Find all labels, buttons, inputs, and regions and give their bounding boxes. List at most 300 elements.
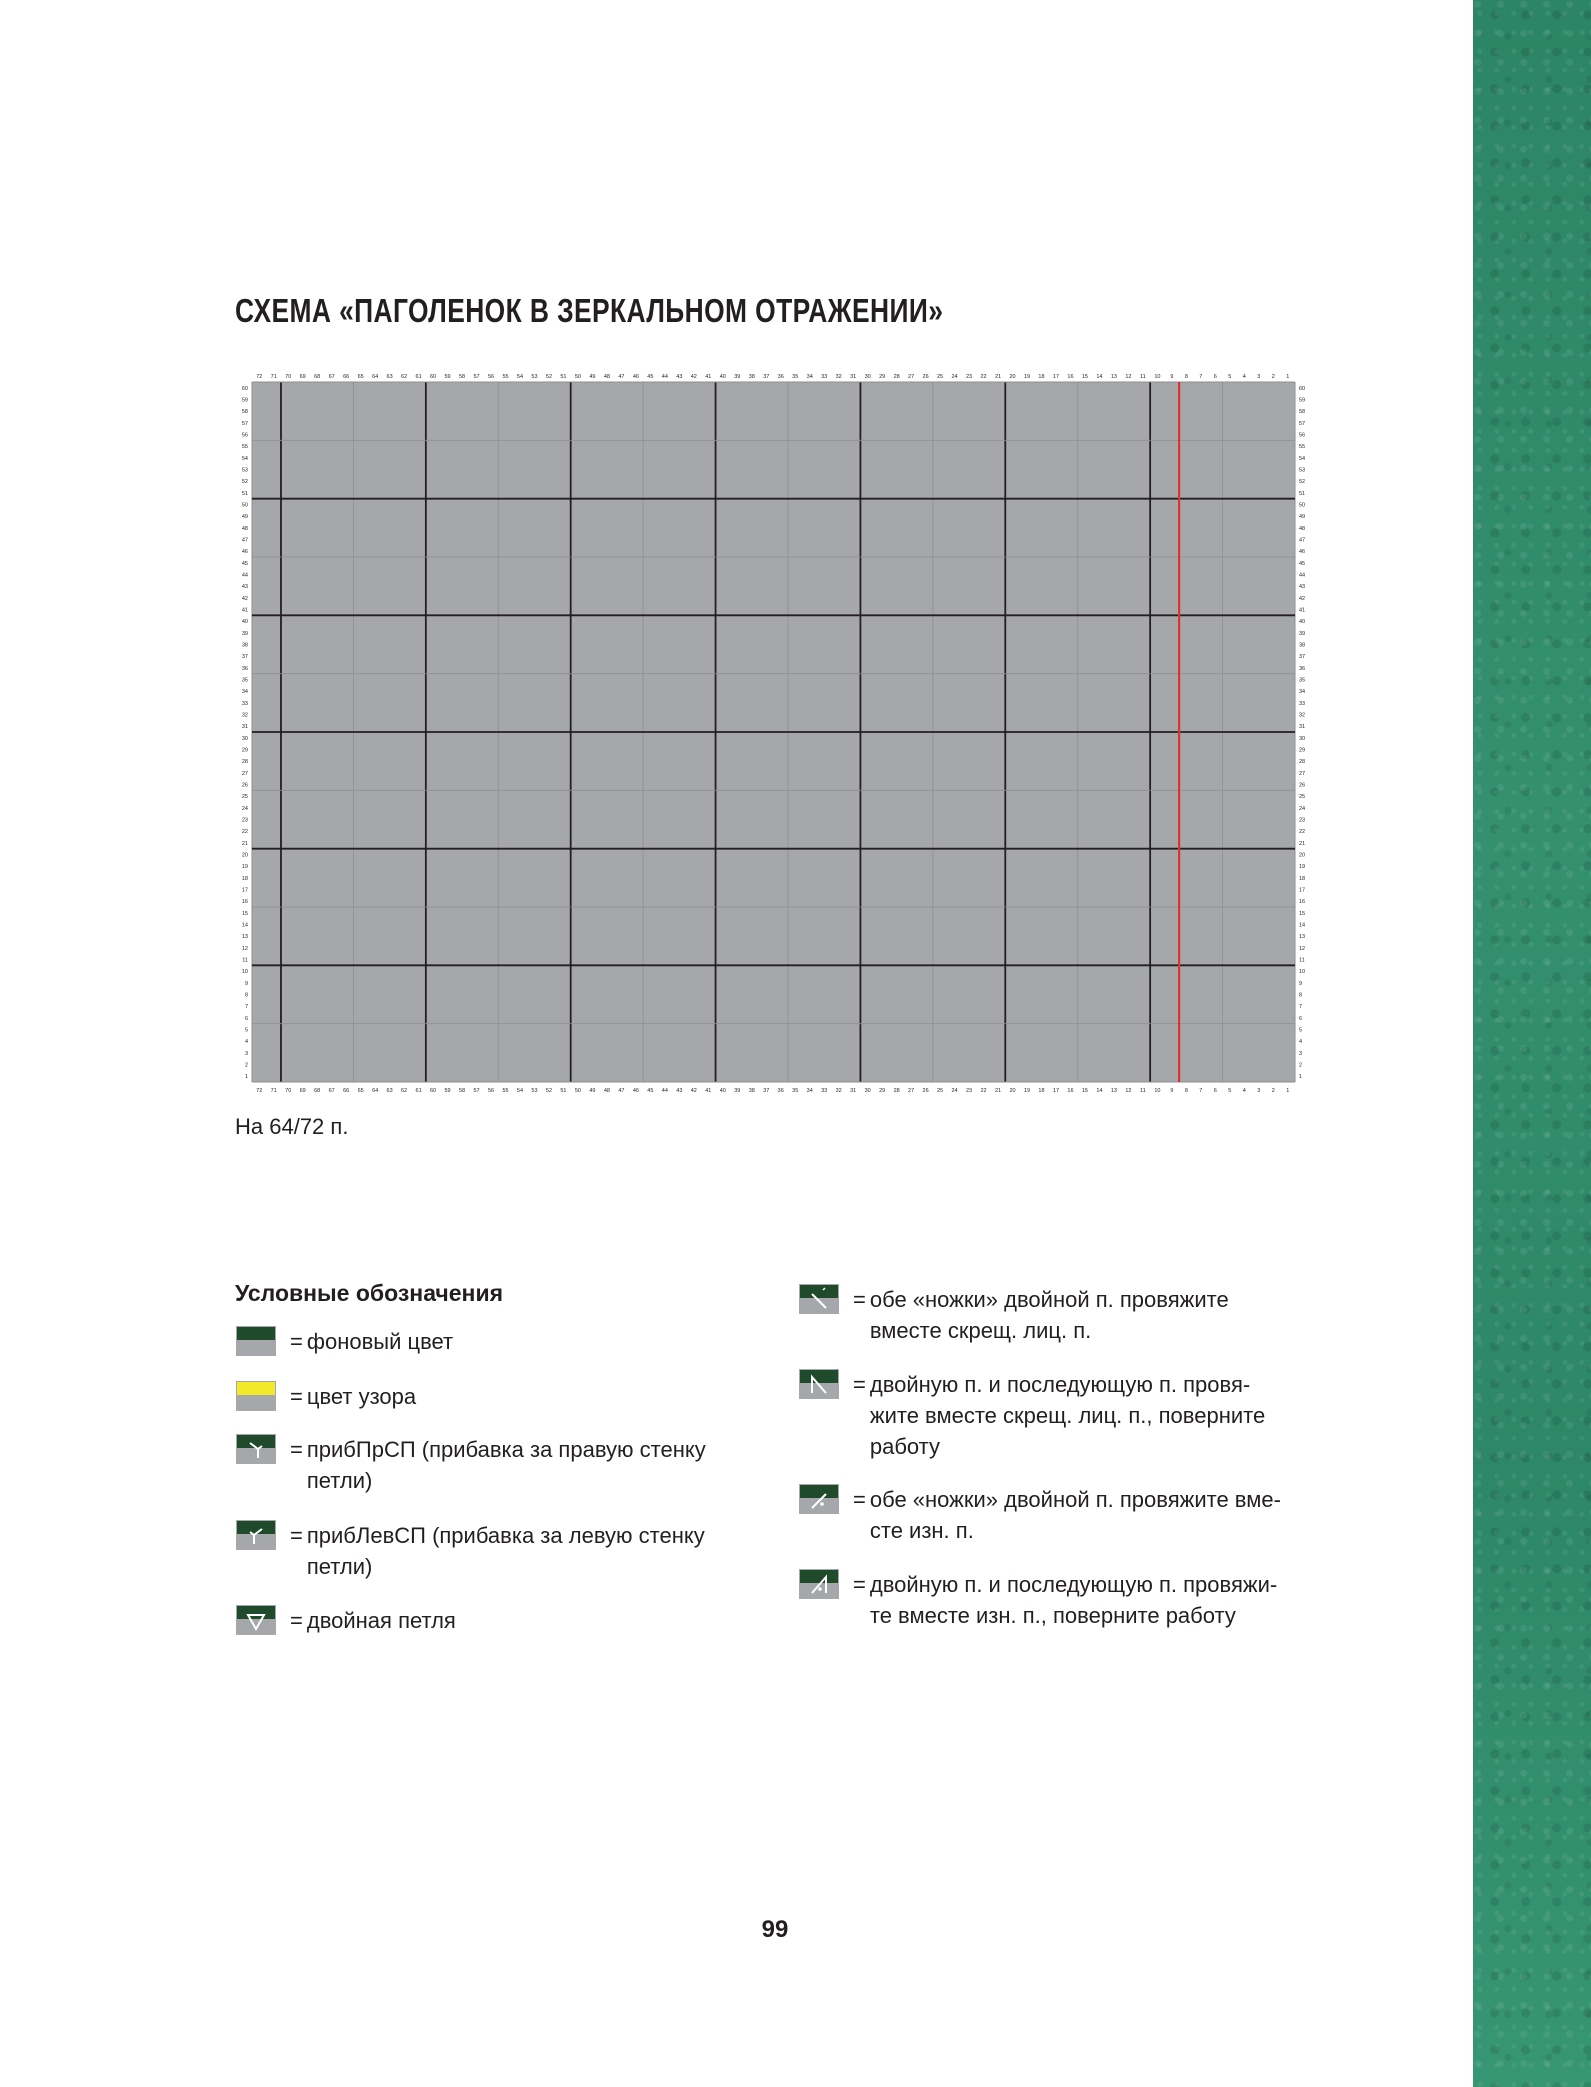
chart-row-number: 56 bbox=[1299, 432, 1306, 439]
chart-column-number: 66 bbox=[343, 1088, 350, 1094]
chart-row-number: 52 bbox=[1299, 479, 1306, 486]
chart-column-number: 57 bbox=[473, 1088, 480, 1094]
chart-column-number: 7 bbox=[1199, 1088, 1203, 1094]
chart-column-number: 14 bbox=[1096, 374, 1103, 380]
legend-item-right-increase bbox=[236, 1434, 706, 1496]
chart-column-number: 6 bbox=[1213, 374, 1217, 380]
chart-row-number: 44 bbox=[241, 572, 248, 579]
chart-row-number: 18 bbox=[241, 875, 248, 882]
legend-item-double-stitch bbox=[236, 1605, 456, 1636]
chart-row-number: 13 bbox=[241, 934, 248, 941]
chart-column-number: 20 bbox=[1009, 374, 1016, 380]
chart-column-number: 27 bbox=[908, 1088, 915, 1094]
chart-column-number: 10 bbox=[1154, 374, 1161, 380]
chart-column-number: 30 bbox=[864, 374, 871, 380]
decorative-side-band bbox=[1473, 0, 1591, 2087]
chart-column-number: 48 bbox=[603, 1088, 610, 1094]
chart-column-number: 61 bbox=[415, 1088, 422, 1094]
chart-column-number: 60 bbox=[430, 374, 437, 380]
chart-column-number: 32 bbox=[835, 374, 842, 380]
chart-row-number: 58 bbox=[1299, 409, 1306, 416]
chart-row-number: 49 bbox=[241, 514, 248, 521]
chart-column-number: 25 bbox=[937, 374, 944, 380]
chart-row-number: 48 bbox=[1299, 525, 1306, 532]
chart-column-number: 2 bbox=[1271, 374, 1275, 380]
chart-row-number: 12 bbox=[1299, 945, 1306, 952]
knitting-chart-grid bbox=[230, 368, 1317, 1096]
chart-row-number: 40 bbox=[1299, 619, 1306, 626]
chart-row-number: 11 bbox=[242, 957, 248, 964]
chart-row-number: 14 bbox=[241, 922, 248, 929]
chart-column-number: 56 bbox=[487, 1088, 495, 1094]
chart-row-number: 6 bbox=[244, 1015, 248, 1022]
legend-item-text: двойная петля bbox=[306, 1608, 456, 1633]
chart-row-number: 26 bbox=[241, 782, 248, 789]
chart-row-number: 8 bbox=[244, 992, 248, 999]
background-color-swatch-icon bbox=[236, 1326, 276, 1356]
chart-column-number: 59 bbox=[444, 374, 451, 380]
legend-item-double-legs-knit bbox=[799, 1284, 1229, 1346]
legend-item-double-next-knit-turn bbox=[799, 1369, 1265, 1462]
legend-item-text: двойную п. и последующую п. провя- жите вместе скрещ. лиц. п., поверните работу bbox=[869, 1372, 1266, 1459]
chart-row-number: 52 bbox=[241, 479, 248, 486]
chart-row-number: 56 bbox=[241, 432, 248, 439]
chart-column-number: 52 bbox=[545, 374, 553, 380]
chart-column-number: 67 bbox=[328, 1088, 335, 1094]
chart-column-number: 32 bbox=[835, 1088, 842, 1094]
chart-column-number: 51 bbox=[560, 374, 567, 380]
legend-item-text: цвет узора bbox=[306, 1384, 417, 1409]
chart-row-number: 21 bbox=[241, 840, 248, 847]
chart-row-number: 32 bbox=[1299, 712, 1306, 719]
chart-column-number: 38 bbox=[748, 1088, 755, 1094]
chart-row-number: 37 bbox=[1299, 654, 1306, 661]
chart-row-number: 57 bbox=[241, 420, 248, 427]
chart-column-number: 16 bbox=[1067, 1088, 1074, 1094]
chart-column-number: 44 bbox=[661, 374, 668, 380]
chart-row-number: 36 bbox=[1299, 665, 1306, 672]
legend-equals: = bbox=[290, 1608, 303, 1633]
chart-row-number: 37 bbox=[241, 654, 248, 661]
chart-column-number: 42 bbox=[690, 374, 697, 380]
chart-column-number: 63 bbox=[386, 374, 393, 380]
chart-row-number: 16 bbox=[1299, 899, 1306, 906]
chart-row-number: 7 bbox=[1299, 1004, 1303, 1011]
chart-row-number: 51 bbox=[241, 490, 248, 497]
double-legs-knit-tbl-icon bbox=[799, 1284, 839, 1314]
chart-column-number: 72 bbox=[256, 1088, 263, 1094]
chart-column-number: 69 bbox=[299, 374, 306, 380]
chart-row-number: 48 bbox=[241, 525, 248, 532]
chart-row-number: 55 bbox=[1299, 444, 1306, 451]
legend-item-text: двойную п. и последующую п. провяжи- те вместе изн. п., поверните работу bbox=[869, 1572, 1278, 1628]
legend-equals: = bbox=[853, 1487, 866, 1512]
chart-column-number: 5 bbox=[1228, 374, 1232, 380]
chart-row-number: 39 bbox=[1299, 630, 1306, 637]
chart-column-number: 64 bbox=[372, 1088, 379, 1094]
chart-column-number: 24 bbox=[951, 1088, 958, 1094]
chart-column-number: 71 bbox=[270, 374, 277, 380]
chart-row-number: 35 bbox=[241, 677, 248, 684]
chart-row-number: 45 bbox=[241, 560, 248, 567]
chart-column-number: 23 bbox=[966, 1088, 973, 1094]
chart-row-number: 45 bbox=[1299, 560, 1306, 567]
chart-row-number: 47 bbox=[241, 537, 248, 544]
chart-column-number: 51 bbox=[560, 1088, 567, 1094]
chart-column-number: 21 bbox=[994, 374, 1002, 380]
chart-row-number: 53 bbox=[241, 467, 248, 474]
chart-row-number: 43 bbox=[1299, 584, 1306, 591]
chart-column-number: 29 bbox=[879, 374, 886, 380]
page-title: СХЕМА «ПАГОЛЕНОК В ЗЕРКАЛЬНОМ ОТРАЖЕНИИ» bbox=[235, 292, 944, 329]
chart-row-number: 20 bbox=[1299, 852, 1306, 859]
chart-row-number: 51 bbox=[1299, 490, 1306, 497]
chart-column-number: 15 bbox=[1081, 1088, 1089, 1094]
chart-column-number: 34 bbox=[806, 1088, 813, 1094]
double-and-next-knit-tbl-turn-icon bbox=[799, 1369, 839, 1399]
chart-row-number: 2 bbox=[244, 1062, 248, 1069]
chart-column-number: 70 bbox=[285, 374, 292, 380]
chart-column-number: 54 bbox=[516, 374, 524, 380]
chart-row-number: 54 bbox=[241, 455, 248, 462]
legend-item-left-increase bbox=[236, 1520, 705, 1582]
chart-row-number: 59 bbox=[1299, 397, 1306, 404]
chart-row-number: 13 bbox=[1299, 934, 1306, 941]
chart-column-number: 4 bbox=[1242, 1088, 1246, 1094]
chart-column-number: 11 bbox=[1140, 374, 1146, 380]
chart-column-number: 46 bbox=[632, 374, 639, 380]
chart-row-number: 3 bbox=[244, 1050, 248, 1057]
chart-column-number: 64 bbox=[372, 374, 379, 380]
right-lifted-increase-icon bbox=[236, 1434, 276, 1464]
chart-column-number: 38 bbox=[748, 374, 755, 380]
legend-equals: = bbox=[290, 1523, 303, 1548]
chart-row-number: 58 bbox=[241, 409, 248, 416]
chart-column-number: 22 bbox=[980, 374, 987, 380]
chart-column-number: 72 bbox=[256, 374, 263, 380]
chart-row-number: 59 bbox=[241, 397, 248, 404]
legend-equals: = bbox=[853, 1372, 866, 1397]
chart-row-number: 19 bbox=[241, 864, 248, 871]
chart-row-number: 10 bbox=[1299, 969, 1306, 976]
chart-row-number: 6 bbox=[1299, 1015, 1303, 1022]
chart-column-number: 5 bbox=[1228, 1088, 1232, 1094]
chart-column-number: 33 bbox=[821, 1088, 828, 1094]
chart-row-number: 57 bbox=[1299, 420, 1306, 427]
chart-column-number: 44 bbox=[661, 1088, 668, 1094]
chart-row-number: 50 bbox=[1299, 502, 1306, 509]
chart-row-number: 15 bbox=[241, 910, 248, 917]
chart-row-number: 31 bbox=[241, 724, 248, 731]
chart-column-number: 15 bbox=[1081, 374, 1089, 380]
chart-column-number: 56 bbox=[487, 374, 495, 380]
chart-column-number: 26 bbox=[922, 1088, 929, 1094]
chart-column-number: 62 bbox=[401, 1088, 408, 1094]
chart-row-number: 16 bbox=[241, 899, 248, 906]
chart-column-number: 45 bbox=[647, 374, 654, 380]
chart-row-number: 46 bbox=[241, 549, 248, 556]
chart-row-number: 24 bbox=[1299, 805, 1306, 812]
chart-column-number: 43 bbox=[676, 1088, 683, 1094]
chart-row-number: 5 bbox=[244, 1027, 248, 1034]
chart-column-number: 3 bbox=[1257, 1088, 1261, 1094]
chart-column-number: 25 bbox=[937, 1088, 944, 1094]
chart-column-number: 47 bbox=[618, 374, 625, 380]
chart-column-number: 12 bbox=[1125, 374, 1132, 380]
chart-row-number: 24 bbox=[241, 805, 248, 812]
chart-row-number: 35 bbox=[1299, 677, 1306, 684]
chart-row-number: 25 bbox=[241, 794, 248, 801]
chart-row-number: 60 bbox=[241, 385, 248, 392]
chart-row-number: 11 bbox=[1299, 957, 1305, 964]
legend-equals: = bbox=[853, 1287, 866, 1312]
chart-column-number: 68 bbox=[314, 1088, 321, 1094]
double-and-next-purl-turn-icon bbox=[799, 1569, 839, 1599]
chart-row-number: 60 bbox=[1299, 385, 1306, 392]
chart-column-number: 19 bbox=[1023, 1088, 1031, 1094]
chart-column-number: 4 bbox=[1242, 374, 1246, 380]
chart-row-number: 36 bbox=[241, 665, 248, 672]
chart-row-number: 17 bbox=[241, 887, 248, 894]
chart-column-number: 20 bbox=[1009, 1088, 1016, 1094]
chart-column-number: 65 bbox=[357, 1088, 364, 1094]
chart-column-number: 33 bbox=[821, 374, 828, 380]
chart-column-number: 62 bbox=[401, 374, 408, 380]
chart-row-number: 47 bbox=[1299, 537, 1306, 544]
chart-row-number: 32 bbox=[241, 712, 248, 719]
legend-item-background-color bbox=[236, 1326, 453, 1357]
legend-item-text: прибПрСП (прибавка за правую стенку петли) bbox=[306, 1437, 706, 1493]
chart-column-number: 8 bbox=[1184, 1088, 1188, 1094]
double-legs-purl-icon bbox=[799, 1484, 839, 1514]
chart-column-number: 54 bbox=[516, 1088, 524, 1094]
chart-column-number: 50 bbox=[574, 374, 581, 380]
legend-item-text: прибЛевСП (прибавка за левую стенку петли) bbox=[306, 1523, 705, 1579]
chart-row-number: 53 bbox=[1299, 467, 1306, 474]
chart-row-number: 26 bbox=[1299, 782, 1306, 789]
chart-column-number: 36 bbox=[777, 374, 784, 380]
chart-column-number: 70 bbox=[285, 1088, 292, 1094]
chart-column-number: 1 bbox=[1286, 374, 1290, 380]
chart-row-number: 20 bbox=[241, 852, 248, 859]
chart-column-number: 11 bbox=[1140, 1088, 1146, 1094]
chart-column-number: 48 bbox=[603, 374, 610, 380]
chart-row-number: 8 bbox=[1299, 992, 1303, 999]
chart-column-number: 28 bbox=[893, 1088, 900, 1094]
chart-row-number: 14 bbox=[1299, 922, 1306, 929]
legend-item-text: фоновый цвет bbox=[306, 1329, 454, 1354]
chart-column-number: 18 bbox=[1038, 374, 1045, 380]
stitch-count-note: На 64/72 п. bbox=[235, 1114, 349, 1139]
chart-column-number: 17 bbox=[1052, 1088, 1060, 1094]
chart-column-number: 37 bbox=[763, 1088, 770, 1094]
legend-item-text: обе «ножки» двойной п. провяжите вместе скрещ. лиц. п. bbox=[869, 1287, 1229, 1343]
chart-column-number: 69 bbox=[299, 1088, 306, 1094]
chart-column-number: 6 bbox=[1213, 1088, 1217, 1094]
chart-column-number: 14 bbox=[1096, 1088, 1103, 1094]
chart-column-number: 10 bbox=[1154, 1088, 1161, 1094]
left-lifted-increase-icon bbox=[236, 1520, 276, 1550]
chart-column-number: 58 bbox=[458, 1088, 466, 1094]
chart-column-number: 13 bbox=[1110, 374, 1117, 380]
chart-column-number: 65 bbox=[357, 374, 364, 380]
chart-row-number: 3 bbox=[1299, 1050, 1303, 1057]
chart-column-number: 55 bbox=[502, 1088, 509, 1094]
chart-row-number: 31 bbox=[1299, 724, 1306, 731]
legend-equals: = bbox=[290, 1384, 303, 1409]
chart-column-number: 42 bbox=[690, 1088, 697, 1094]
chart-row-number: 15 bbox=[1299, 910, 1306, 917]
chart-column-number: 23 bbox=[966, 374, 973, 380]
chart-row-number: 42 bbox=[241, 595, 248, 602]
chart-row-number: 25 bbox=[1299, 794, 1306, 801]
chart-row-number: 4 bbox=[1299, 1039, 1303, 1046]
chart-column-number: 35 bbox=[792, 374, 799, 380]
chart-column-number: 28 bbox=[893, 374, 900, 380]
chart-column-number: 46 bbox=[632, 1088, 639, 1094]
chart-row-number: 27 bbox=[1299, 770, 1306, 777]
chart-row-number: 23 bbox=[1299, 817, 1306, 824]
chart-column-number: 71 bbox=[270, 1088, 277, 1094]
double-stitch-icon bbox=[236, 1605, 276, 1635]
chart-row-number: 42 bbox=[1299, 595, 1306, 602]
chart-row-number: 7 bbox=[244, 1004, 248, 1011]
chart-row-number: 2 bbox=[1299, 1062, 1303, 1069]
chart-column-number: 9 bbox=[1170, 374, 1174, 380]
chart-row-number: 33 bbox=[241, 700, 248, 707]
chart-row-number: 17 bbox=[1299, 887, 1306, 894]
chart-row-number: 22 bbox=[1299, 829, 1306, 836]
chart-column-number: 19 bbox=[1023, 374, 1031, 380]
chart-row-number: 30 bbox=[1299, 735, 1306, 742]
chart-column-number: 50 bbox=[574, 1088, 581, 1094]
chart-row-number: 38 bbox=[241, 642, 248, 649]
chart-column-number: 60 bbox=[430, 1088, 437, 1094]
legend-item-double-legs-purl bbox=[799, 1484, 1281, 1546]
chart-row-number: 9 bbox=[244, 980, 248, 987]
chart-row-number: 19 bbox=[1299, 864, 1306, 871]
chart-column-number: 66 bbox=[343, 374, 350, 380]
chart-column-number: 55 bbox=[502, 374, 509, 380]
legend-equals: = bbox=[290, 1437, 303, 1462]
chart-row-number: 28 bbox=[1299, 759, 1306, 766]
chart-row-number: 54 bbox=[1299, 455, 1306, 462]
chart-column-number: 36 bbox=[777, 1088, 784, 1094]
chart-row-number: 49 bbox=[1299, 514, 1306, 521]
chart-column-number: 53 bbox=[531, 374, 538, 380]
chart-row-number: 38 bbox=[1299, 642, 1306, 649]
chart-column-number: 67 bbox=[328, 374, 335, 380]
chart-column-number: 39 bbox=[734, 374, 741, 380]
chart-column-number: 7 bbox=[1199, 374, 1203, 380]
chart-row-number: 55 bbox=[241, 444, 248, 451]
chart-column-number: 61 bbox=[415, 374, 422, 380]
chart-column-number: 24 bbox=[951, 374, 958, 380]
chart-column-number: 9 bbox=[1170, 1088, 1174, 1094]
chart-row-number: 9 bbox=[1299, 980, 1303, 987]
chart-column-number: 53 bbox=[531, 1088, 538, 1094]
chart-column-number: 49 bbox=[589, 1088, 596, 1094]
chart-column-number: 41 bbox=[705, 1088, 712, 1094]
chart-row-number: 43 bbox=[241, 584, 248, 591]
chart-row-number: 28 bbox=[241, 759, 248, 766]
chart-row-number: 33 bbox=[1299, 700, 1306, 707]
chart-row-number: 39 bbox=[241, 630, 248, 637]
chart-row-number: 34 bbox=[1299, 689, 1306, 696]
chart-column-number: 8 bbox=[1184, 374, 1188, 380]
chart-column-number: 40 bbox=[719, 1088, 726, 1094]
chart-column-number: 30 bbox=[864, 1088, 871, 1094]
pattern-color-swatch-icon bbox=[236, 1381, 276, 1411]
chart-column-number: 27 bbox=[908, 374, 915, 380]
chart-row-number: 18 bbox=[1299, 875, 1306, 882]
chart-row-number: 12 bbox=[241, 945, 248, 952]
chart-row-number: 46 bbox=[1299, 549, 1306, 556]
chart-row-number: 27 bbox=[241, 770, 248, 777]
legend-item-text: обе «ножки» двойной п. провяжите вме- сте изн. п. bbox=[869, 1487, 1281, 1543]
chart-row-number: 10 bbox=[241, 969, 248, 976]
chart-column-number: 3 bbox=[1257, 374, 1261, 380]
chart-row-number: 30 bbox=[241, 735, 248, 742]
legend-item-double-next-purl-turn bbox=[799, 1569, 1277, 1631]
chart-column-number: 31 bbox=[850, 1088, 857, 1094]
chart-row-number: 29 bbox=[241, 747, 248, 754]
chart-column-number: 37 bbox=[763, 374, 770, 380]
chart-column-number: 31 bbox=[850, 374, 857, 380]
legend-heading: Условные обозначения bbox=[235, 1280, 504, 1306]
page-number: 99 bbox=[761, 1916, 789, 1943]
legend-equals: = bbox=[290, 1329, 303, 1354]
chart-column-number: 43 bbox=[676, 374, 683, 380]
chart-column-number: 35 bbox=[792, 1088, 799, 1094]
chart-column-number: 49 bbox=[589, 374, 596, 380]
chart-column-number: 1 bbox=[1286, 1088, 1290, 1094]
chart-row-number: 23 bbox=[241, 817, 248, 824]
chart-column-number: 26 bbox=[922, 374, 929, 380]
legend-item-pattern-color bbox=[236, 1381, 416, 1412]
chart-column-number: 12 bbox=[1125, 1088, 1132, 1094]
chart-column-number: 16 bbox=[1067, 374, 1074, 380]
chart-column-number: 40 bbox=[719, 374, 726, 380]
chart-column-number: 57 bbox=[473, 374, 480, 380]
chart-row-number: 1 bbox=[244, 1074, 248, 1081]
chart-column-number: 29 bbox=[879, 1088, 886, 1094]
chart-column-number: 52 bbox=[545, 1088, 553, 1094]
chart-row-number: 5 bbox=[1299, 1027, 1303, 1034]
chart-column-number: 45 bbox=[647, 1088, 654, 1094]
chart-column-number: 34 bbox=[806, 374, 813, 380]
chart-row-number: 29 bbox=[1299, 747, 1306, 754]
chart-column-number: 47 bbox=[618, 1088, 625, 1094]
chart-column-number: 18 bbox=[1038, 1088, 1045, 1094]
chart-row-number: 22 bbox=[241, 829, 248, 836]
chart-column-number: 39 bbox=[734, 1088, 741, 1094]
chart-column-number: 22 bbox=[980, 1088, 987, 1094]
knitting-chart bbox=[230, 368, 1317, 1096]
chart-row-number: 41 bbox=[241, 607, 248, 614]
chart-row-number: 34 bbox=[241, 689, 248, 696]
chart-row-number: 41 bbox=[1299, 607, 1306, 614]
chart-column-number: 13 bbox=[1110, 1088, 1117, 1094]
chart-row-number: 21 bbox=[1299, 840, 1306, 847]
chart-column-number: 59 bbox=[444, 1088, 451, 1094]
chart-row-number: 4 bbox=[244, 1039, 248, 1046]
legend-equals: = bbox=[853, 1572, 866, 1597]
chart-row-number: 44 bbox=[1299, 572, 1306, 579]
chart-column-number: 21 bbox=[994, 1088, 1002, 1094]
chart-row-number: 1 bbox=[1299, 1074, 1303, 1081]
chart-column-number: 63 bbox=[386, 1088, 393, 1094]
